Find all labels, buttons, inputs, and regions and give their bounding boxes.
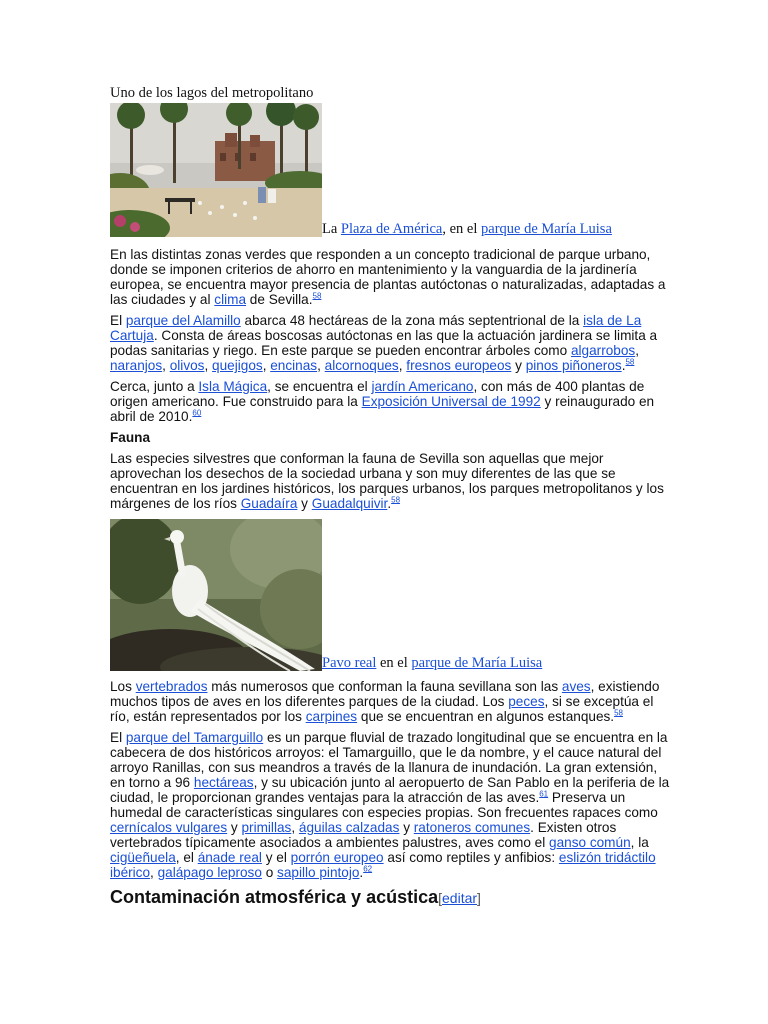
text: y	[227, 820, 242, 835]
caption-text: en el	[376, 655, 412, 671]
text: es un parque fluvial de trazado longitudinal que se encuentra en la cabecera de dos históricos arroyos: el Tamarguillo, que le da nombre, y el cauce natural del arroyo Ranillas, con sus meandros a través de la llanura de inundación. La gran extensión, en torno a 96	[110, 730, 668, 790]
text: abarca 48 hectáreas de la zona más septentrional de la	[240, 313, 584, 328]
text: .	[359, 865, 364, 880]
text: más numerosos que conforman la fauna sevillana son las	[207, 679, 562, 694]
text: ,	[317, 358, 325, 373]
paragraph-vertebrados	[110, 679, 670, 724]
text: ,	[204, 358, 213, 373]
text: Cerca, junto a	[110, 379, 199, 394]
link-plaza-de-america[interactable]: Plaza de América	[340, 221, 443, 237]
text: . Consta de áreas boscosas autóctonas en las que la actuación jardinera se limita a podas sanitarias y riego. En este parque se pueden encontrar árboles como	[110, 328, 658, 358]
link-algarrobos[interactable]: algarrobos	[570, 343, 636, 358]
link-encinas[interactable]: encinas	[270, 358, 318, 373]
text: ,	[162, 358, 170, 373]
link-aguilas-calzadas[interactable]: águilas calzadas	[298, 820, 400, 835]
text: En las distintas zonas verdes que responden a un concepto tradicional de parque urbano, donde se imponen criterios de ahorro en mantenimiento y la vanguardia de la jardinería europea, se encuentra mayor presencia de plantas autóctonas o naturalizadas, adaptadas a las ciudades y al	[110, 247, 666, 307]
link-primillas[interactable]: primillas	[241, 820, 292, 835]
text: y el	[261, 850, 291, 865]
plaza-de-america-photo[interactable]	[110, 103, 322, 237]
link-parque-tamarguillo[interactable]: parque del Tamarguillo	[125, 730, 264, 745]
link-clima[interactable]: clima	[214, 292, 247, 307]
paragraph-tamarguillo	[110, 730, 670, 880]
paragraph-green-zones	[110, 247, 670, 307]
text: , la	[630, 835, 649, 850]
link-guadalquivir[interactable]: Guadalquivir	[311, 496, 388, 511]
link-parque-maria-luisa[interactable]: parque de María Luisa	[481, 221, 612, 237]
text: ,	[291, 820, 299, 835]
paragraph-alamillo	[110, 313, 670, 373]
ref-61[interactable]: 61	[539, 789, 549, 799]
link-isla-magica[interactable]: Isla Mágica	[198, 379, 268, 394]
link-olivos[interactable]: olivos	[169, 358, 205, 373]
text: .	[387, 496, 392, 511]
text: , si se exceptúa el río, están representados por los	[110, 694, 654, 724]
text: y	[399, 820, 414, 835]
ref-58[interactable]: 58	[312, 291, 322, 301]
text: El	[110, 730, 126, 745]
edit-link[interactable]: editar	[442, 890, 478, 906]
figure2	[110, 519, 670, 671]
link-ratoneros-comunes[interactable]: ratoneros comunes	[413, 820, 531, 835]
link-sapillo-pintojo[interactable]: sapillo pintojo	[277, 865, 360, 880]
ref-62[interactable]: 62	[363, 864, 373, 874]
text: o	[261, 865, 278, 880]
link-peces[interactable]: peces	[508, 694, 545, 709]
text: ,	[150, 865, 158, 880]
link-cernicalos-vulgares[interactable]: cernícalos vulgares	[110, 820, 228, 835]
link-vertebrados[interactable]: vertebrados	[135, 679, 208, 694]
paragraph-jardin-americano	[110, 379, 670, 424]
caption-text: La	[322, 221, 341, 237]
figure1-top-caption: Uno de los lagos del metropolitano	[110, 85, 314, 101]
text: . Existen otros vertebrados típicamente asociados a ambientes palustres, aves como el	[110, 820, 617, 850]
bracket: ]	[477, 890, 481, 906]
link-expo-92[interactable]: Exposición Universal de 1992	[361, 394, 541, 409]
link-parque-alamillo[interactable]: parque del Alamillo	[125, 313, 241, 328]
link-alcornoques[interactable]: alcornoques	[324, 358, 399, 373]
link-anade-real[interactable]: ánade real	[197, 850, 262, 865]
ref-60[interactable]: 60	[192, 408, 202, 418]
link-galapago-leproso[interactable]: galápago leproso	[157, 865, 262, 880]
link-pavo-real[interactable]: Pavo real	[322, 655, 377, 671]
text: así como reptiles y anfibios:	[383, 850, 559, 865]
link-parque-maria-luisa[interactable]: parque de María Luisa	[411, 655, 543, 671]
section-title: Contaminación atmosférica y acústica	[110, 887, 439, 907]
ref-58[interactable]: 58	[625, 357, 635, 367]
text: , existiendo muchos tipos de aves en los diferentes parques de la ciudad. Los	[110, 679, 660, 709]
text: El	[110, 313, 126, 328]
link-pinos-pinoneros[interactable]: pinos piñoneros	[525, 358, 622, 373]
link-hectareas[interactable]: hectáreas	[193, 775, 254, 790]
ref-58[interactable]: 58	[614, 708, 623, 718]
link-guadaira[interactable]: Guadaíra	[240, 496, 298, 511]
section-heading-contaminacion	[110, 887, 670, 908]
caption-text: , en el	[442, 221, 482, 237]
text: .	[621, 358, 626, 373]
link-aves[interactable]: aves	[561, 679, 591, 694]
link-naranjos[interactable]: naranjos	[110, 358, 163, 373]
text: ,	[262, 358, 271, 373]
link-isla-cartuja[interactable]: isla de La Cartuja	[110, 313, 642, 343]
paragraph-fauna-intro	[110, 451, 670, 511]
text: , con más de 400 plantas de origen americano. Fue construido para la	[110, 379, 645, 409]
text: , el	[175, 850, 198, 865]
text: de Sevilla.	[246, 292, 313, 307]
link-ganso-comun[interactable]: ganso común	[549, 835, 631, 850]
link-ciguenuela[interactable]: cigüeñuela	[110, 850, 176, 865]
text: ,	[635, 343, 639, 358]
text: y	[297, 496, 312, 511]
text: ,	[398, 358, 407, 373]
article-body	[110, 84, 670, 908]
link-fresnos-europeos[interactable]: fresnos europeos	[406, 358, 512, 373]
figure1-caption	[322, 221, 612, 237]
link-eslizon[interactable]: eslizón tridáctilo ibérico	[110, 850, 656, 880]
link-porron-europeo[interactable]: porrón europeo	[290, 850, 384, 865]
text: y	[511, 358, 526, 373]
text: , y su ubicación junto al aeropuerto de San Pablo en la periferia de la ciudad, le proporcionan grandes ventajas para la atracción de las aves.	[110, 775, 670, 805]
text: Las especies silvestres que conforman la fauna de Sevilla son aquellas que mejor aprovechan los desechos de la sociedad urbana y son muy diferentes de las que se encuentran en los jardines históricos, los parques urbanos, los parques metropolitanos y los márgenes de los ríos	[110, 451, 664, 511]
link-quejigos[interactable]: quejigos	[212, 358, 263, 373]
link-jardin-americano[interactable]: jardín Americano	[371, 379, 474, 394]
figure2-caption	[322, 655, 542, 671]
text: Preserva un humedal de características singulares con especies propias. Son frecuentes rapaces como	[110, 790, 658, 820]
text: que se encuentran en algunos estanques.	[357, 709, 615, 724]
bracket: [	[438, 890, 443, 906]
text: y reinaugurado en abril de 2010.	[110, 394, 655, 424]
fauna-heading: Fauna	[110, 430, 151, 445]
figure1	[110, 103, 670, 237]
text: , se encuentra el	[267, 379, 372, 394]
white-peacock-photo[interactable]	[110, 519, 322, 671]
text: Los	[110, 679, 136, 694]
ref-58[interactable]: 58	[391, 495, 401, 505]
link-carpines[interactable]: carpines	[305, 709, 358, 724]
